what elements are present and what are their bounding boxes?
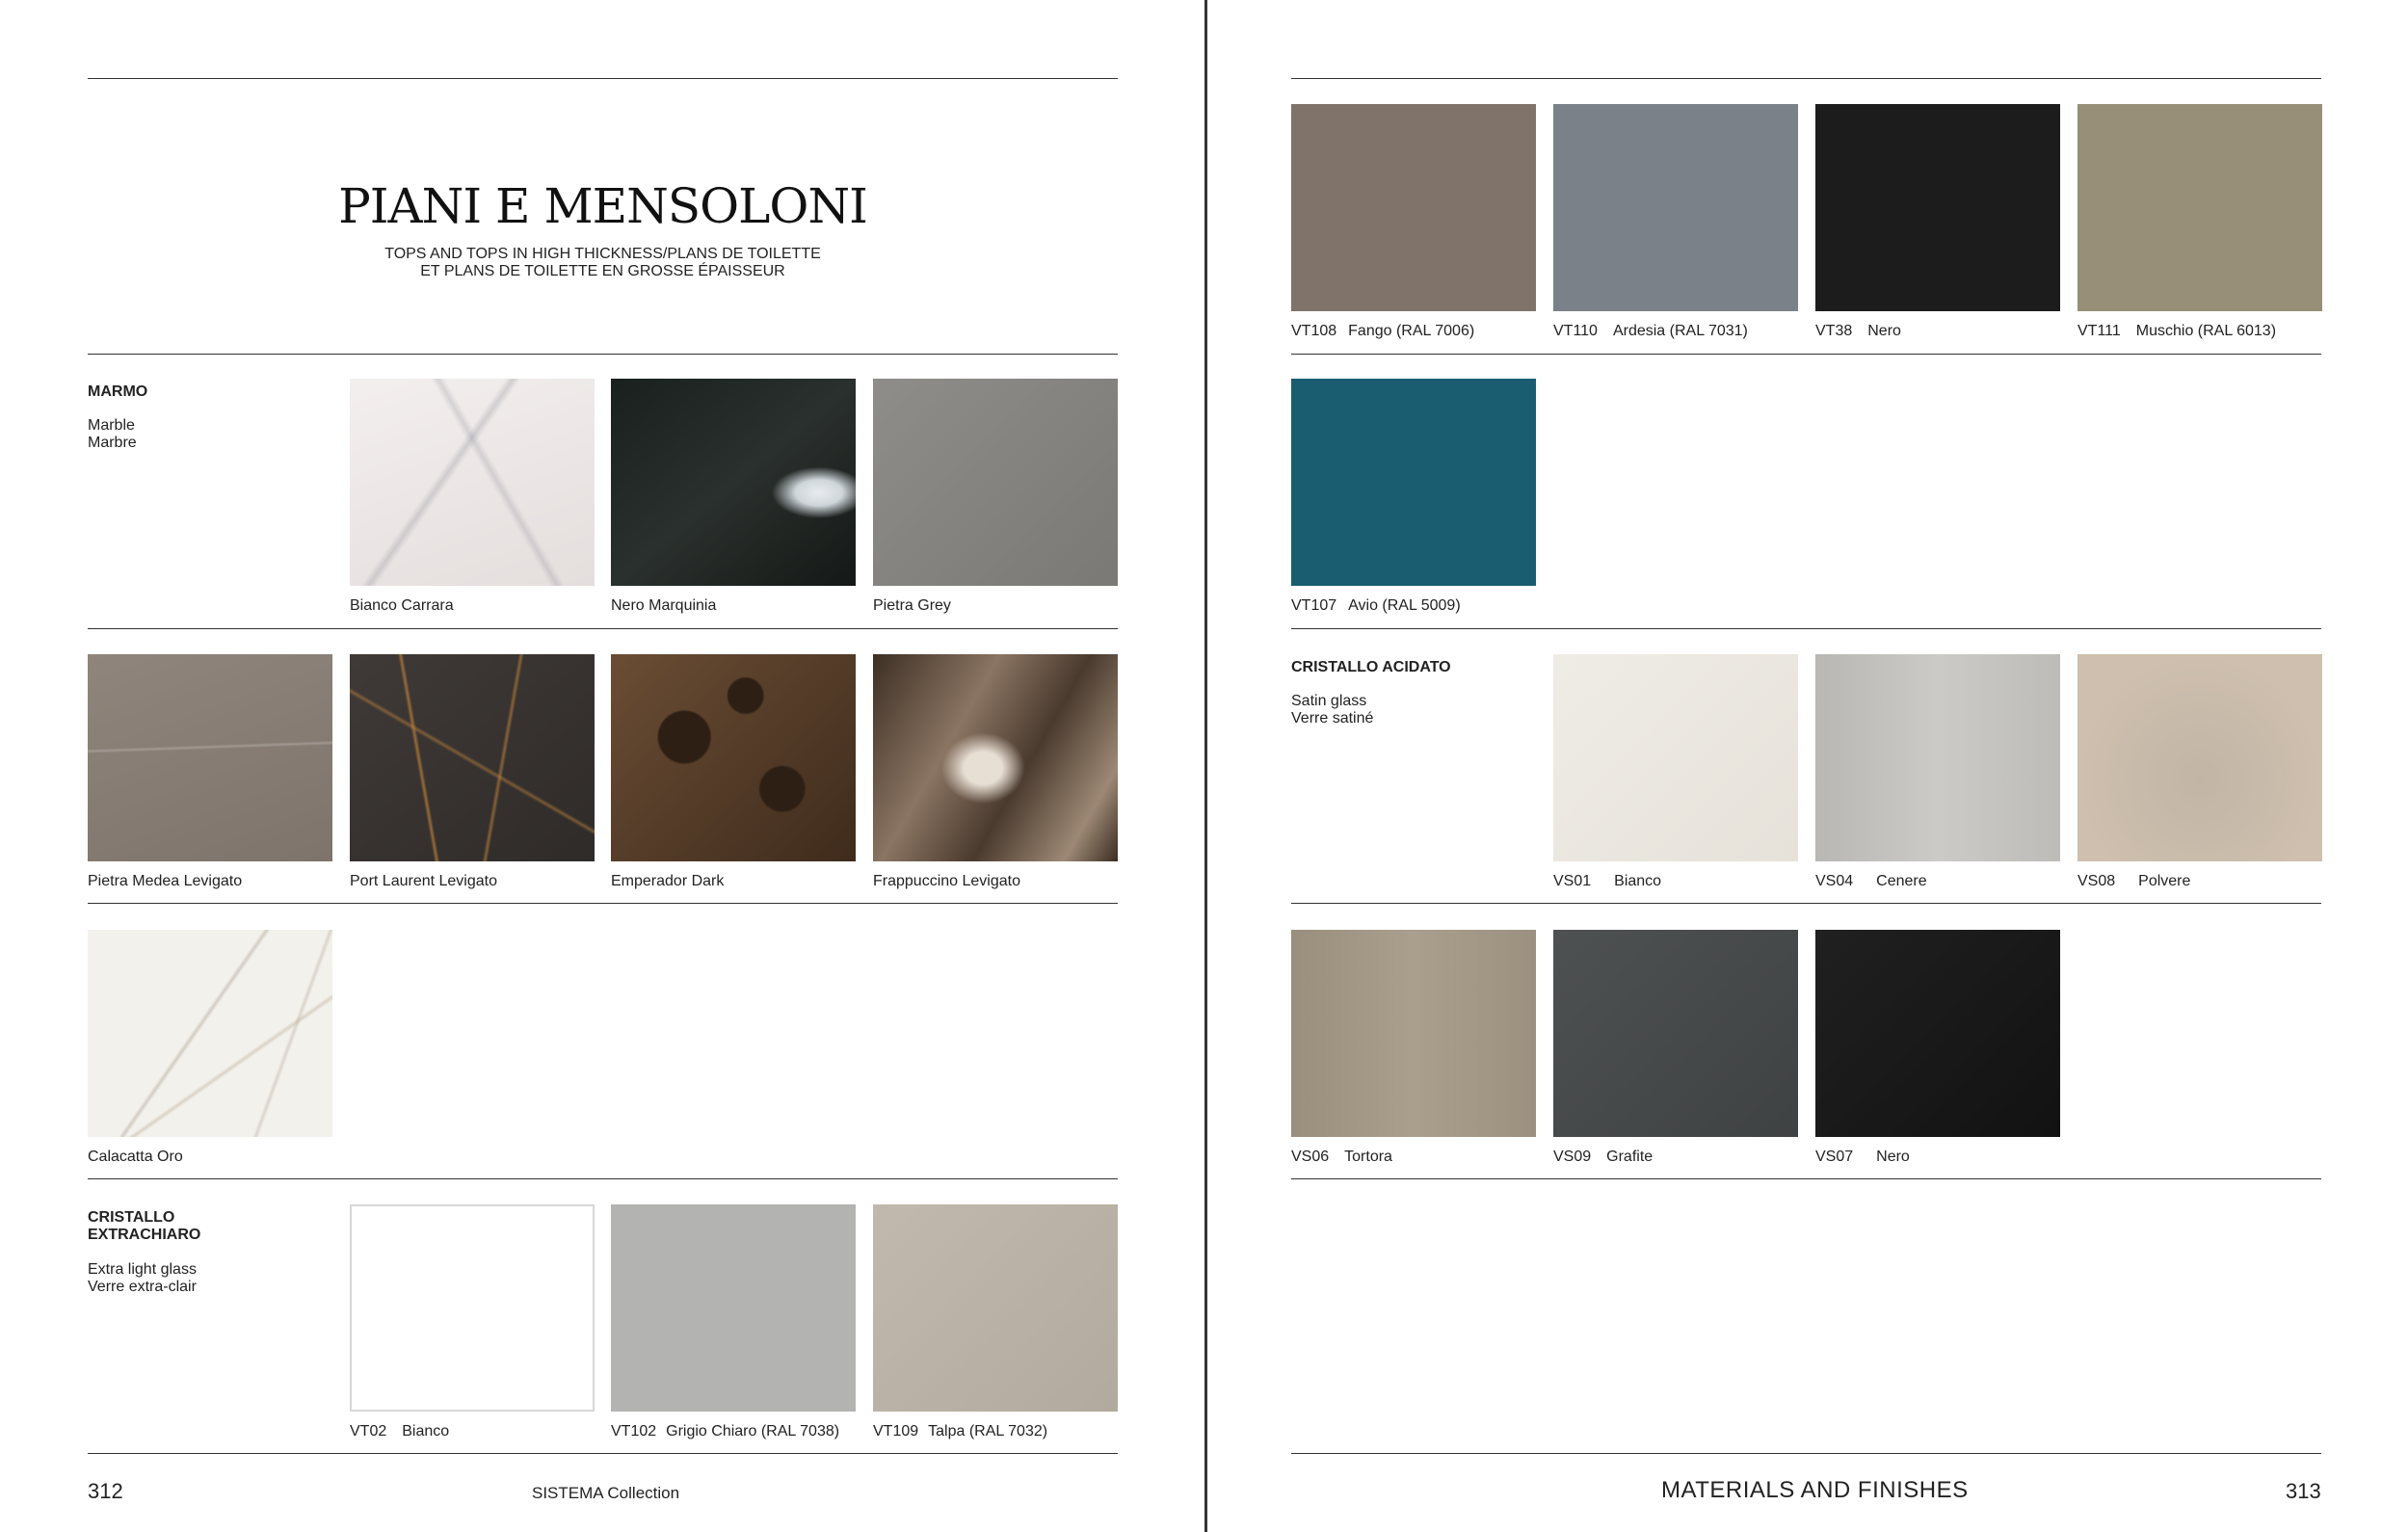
swatch-image	[1291, 379, 1536, 586]
divider	[1291, 354, 2321, 355]
section-subtitle-cristallo: Extra light glass Verre extra-clair	[88, 1261, 197, 1295]
divider	[88, 903, 1118, 904]
section-subtitle-acidato: Satin glass Verre satiné	[1291, 693, 1374, 726]
swatch-image	[350, 654, 595, 861]
divider	[88, 628, 1118, 629]
swatch-vs06[interactable]	[1291, 930, 1536, 1166]
right-page	[1208, 0, 2408, 1532]
swatch-nero-marquinia[interactable]	[611, 379, 856, 615]
swatch-vt102[interactable]	[611, 1204, 856, 1440]
swatch-vs04[interactable]	[1815, 654, 2060, 890]
swatch-caption: VT109 Talpa (RAL 7032)	[873, 1423, 1048, 1440]
swatch-image	[2077, 654, 2322, 861]
swatch-caption: Nero Marquinia	[611, 597, 717, 614]
swatch-caption: VT38 Nero	[1815, 323, 1901, 339]
divider	[88, 1178, 1118, 1179]
divider	[88, 78, 1118, 79]
divider	[1291, 78, 2321, 79]
swatch-image	[873, 379, 1118, 586]
swatch-image	[611, 379, 856, 586]
swatch-vs01[interactable]	[1553, 654, 1798, 890]
swatch-caption: VT102 Grigio Chiaro (RAL 7038)	[611, 1423, 840, 1440]
divider	[1291, 903, 2321, 904]
divider	[88, 354, 1118, 355]
divider	[88, 1453, 1118, 1454]
swatch-image	[1553, 654, 1798, 861]
swatch-pietra-grey[interactable]	[873, 379, 1118, 615]
swatch-caption: VS04 Cenere	[1815, 873, 1927, 889]
swatch-image	[88, 930, 332, 1137]
page-title: PIANI E MENSOLONI	[338, 178, 867, 234]
swatch-vt02[interactable]	[350, 1204, 595, 1440]
swatch-caption: Pietra Medea Levigato	[88, 873, 243, 889]
swatch-image	[1291, 930, 1536, 1137]
swatch-caption: VT111 Muschio (RAL 6013)	[2077, 323, 2277, 339]
divider	[1291, 1453, 2321, 1454]
swatch-caption: VT108 Fango (RAL 7006)	[1291, 323, 1475, 339]
section-title-cristallo: CRISTALLO EXTRACHIARO	[88, 1209, 201, 1243]
swatch-vt38[interactable]	[1815, 104, 2060, 340]
section-title-acidato: CRISTALLO ACIDATO	[1291, 659, 1451, 675]
swatch-caption: Pietra Grey	[873, 597, 951, 614]
swatch-caption: VT02 Bianco	[350, 1423, 450, 1440]
section-subtitle-marmo: Marble Marbre	[88, 417, 137, 451]
page-spine	[1204, 0, 1207, 1532]
swatch-caption: VS07 Nero	[1815, 1149, 1910, 1165]
swatch-caption: Emperador Dark	[611, 873, 725, 889]
swatch-image	[873, 1204, 1118, 1412]
swatch-image	[873, 654, 1118, 861]
swatch-port-laurent-levigato[interactable]	[350, 654, 595, 890]
section-title-marmo: MARMO	[88, 383, 148, 400]
page-number: 313	[2286, 1479, 2321, 1503]
page-subtitle: TOPS AND TOPS IN HIGH THICKNESS/PLANS DE TOILETTE ET PLANS DE TOILETTE EN GROSSE ÉPAISSEUR	[384, 246, 821, 279]
swatch-vt107[interactable]	[1291, 379, 1536, 615]
swatch-image	[1815, 104, 2060, 311]
swatch-caption: Port Laurent Levigato	[350, 873, 497, 889]
swatch-caption: Frappuccino Levigato	[873, 873, 1020, 889]
swatch-caption: VS09 Grafite	[1553, 1149, 1654, 1165]
page-number: 312	[88, 1479, 123, 1503]
swatch-image	[1291, 104, 1536, 311]
swatch-vs09[interactable]	[1553, 930, 1798, 1166]
divider	[1291, 1178, 2321, 1179]
swatch-image	[1815, 654, 2060, 861]
swatch-emperador-dark[interactable]	[611, 654, 856, 890]
swatch-image	[2077, 104, 2322, 311]
swatch-calacatta-oro[interactable]	[88, 930, 332, 1166]
swatch-vs08[interactable]	[2077, 654, 2322, 890]
swatch-image	[1553, 104, 1798, 311]
swatch-bianco-carrara[interactable]	[350, 379, 595, 615]
swatch-image	[88, 654, 332, 861]
swatch-vt111[interactable]	[2077, 104, 2322, 340]
swatch-image	[350, 1204, 595, 1412]
swatch-vt109[interactable]	[873, 1204, 1118, 1440]
swatch-frappuccino-levigato[interactable]	[873, 654, 1118, 890]
swatch-image	[611, 1204, 856, 1412]
swatch-vt108[interactable]	[1291, 104, 1536, 340]
swatch-caption: Calacatta Oro	[88, 1149, 183, 1165]
swatch-image	[1553, 930, 1798, 1137]
swatch-image	[1815, 930, 2060, 1137]
swatch-image	[611, 654, 856, 861]
swatch-image	[350, 379, 595, 586]
footer-section-title: MATERIALS AND FINISHES	[1661, 1477, 1969, 1503]
swatch-caption: VT107 Avio (RAL 5009)	[1291, 597, 1461, 614]
swatch-vs07[interactable]	[1815, 930, 2060, 1166]
swatch-pietra-medea-levigato[interactable]	[88, 654, 332, 890]
swatch-caption: Bianco Carrara	[350, 597, 454, 614]
footer-collection: SISTEMA Collection	[532, 1484, 680, 1502]
divider	[1291, 628, 2321, 629]
swatch-caption: VS01 Bianco	[1553, 873, 1662, 889]
swatch-caption: VT110 Ardesia (RAL 7031)	[1553, 323, 1748, 339]
swatch-caption: VS08 Polvere	[2077, 873, 2191, 889]
swatch-vt110[interactable]	[1553, 104, 1798, 340]
swatch-caption: VS06 Tortora	[1291, 1149, 1392, 1165]
